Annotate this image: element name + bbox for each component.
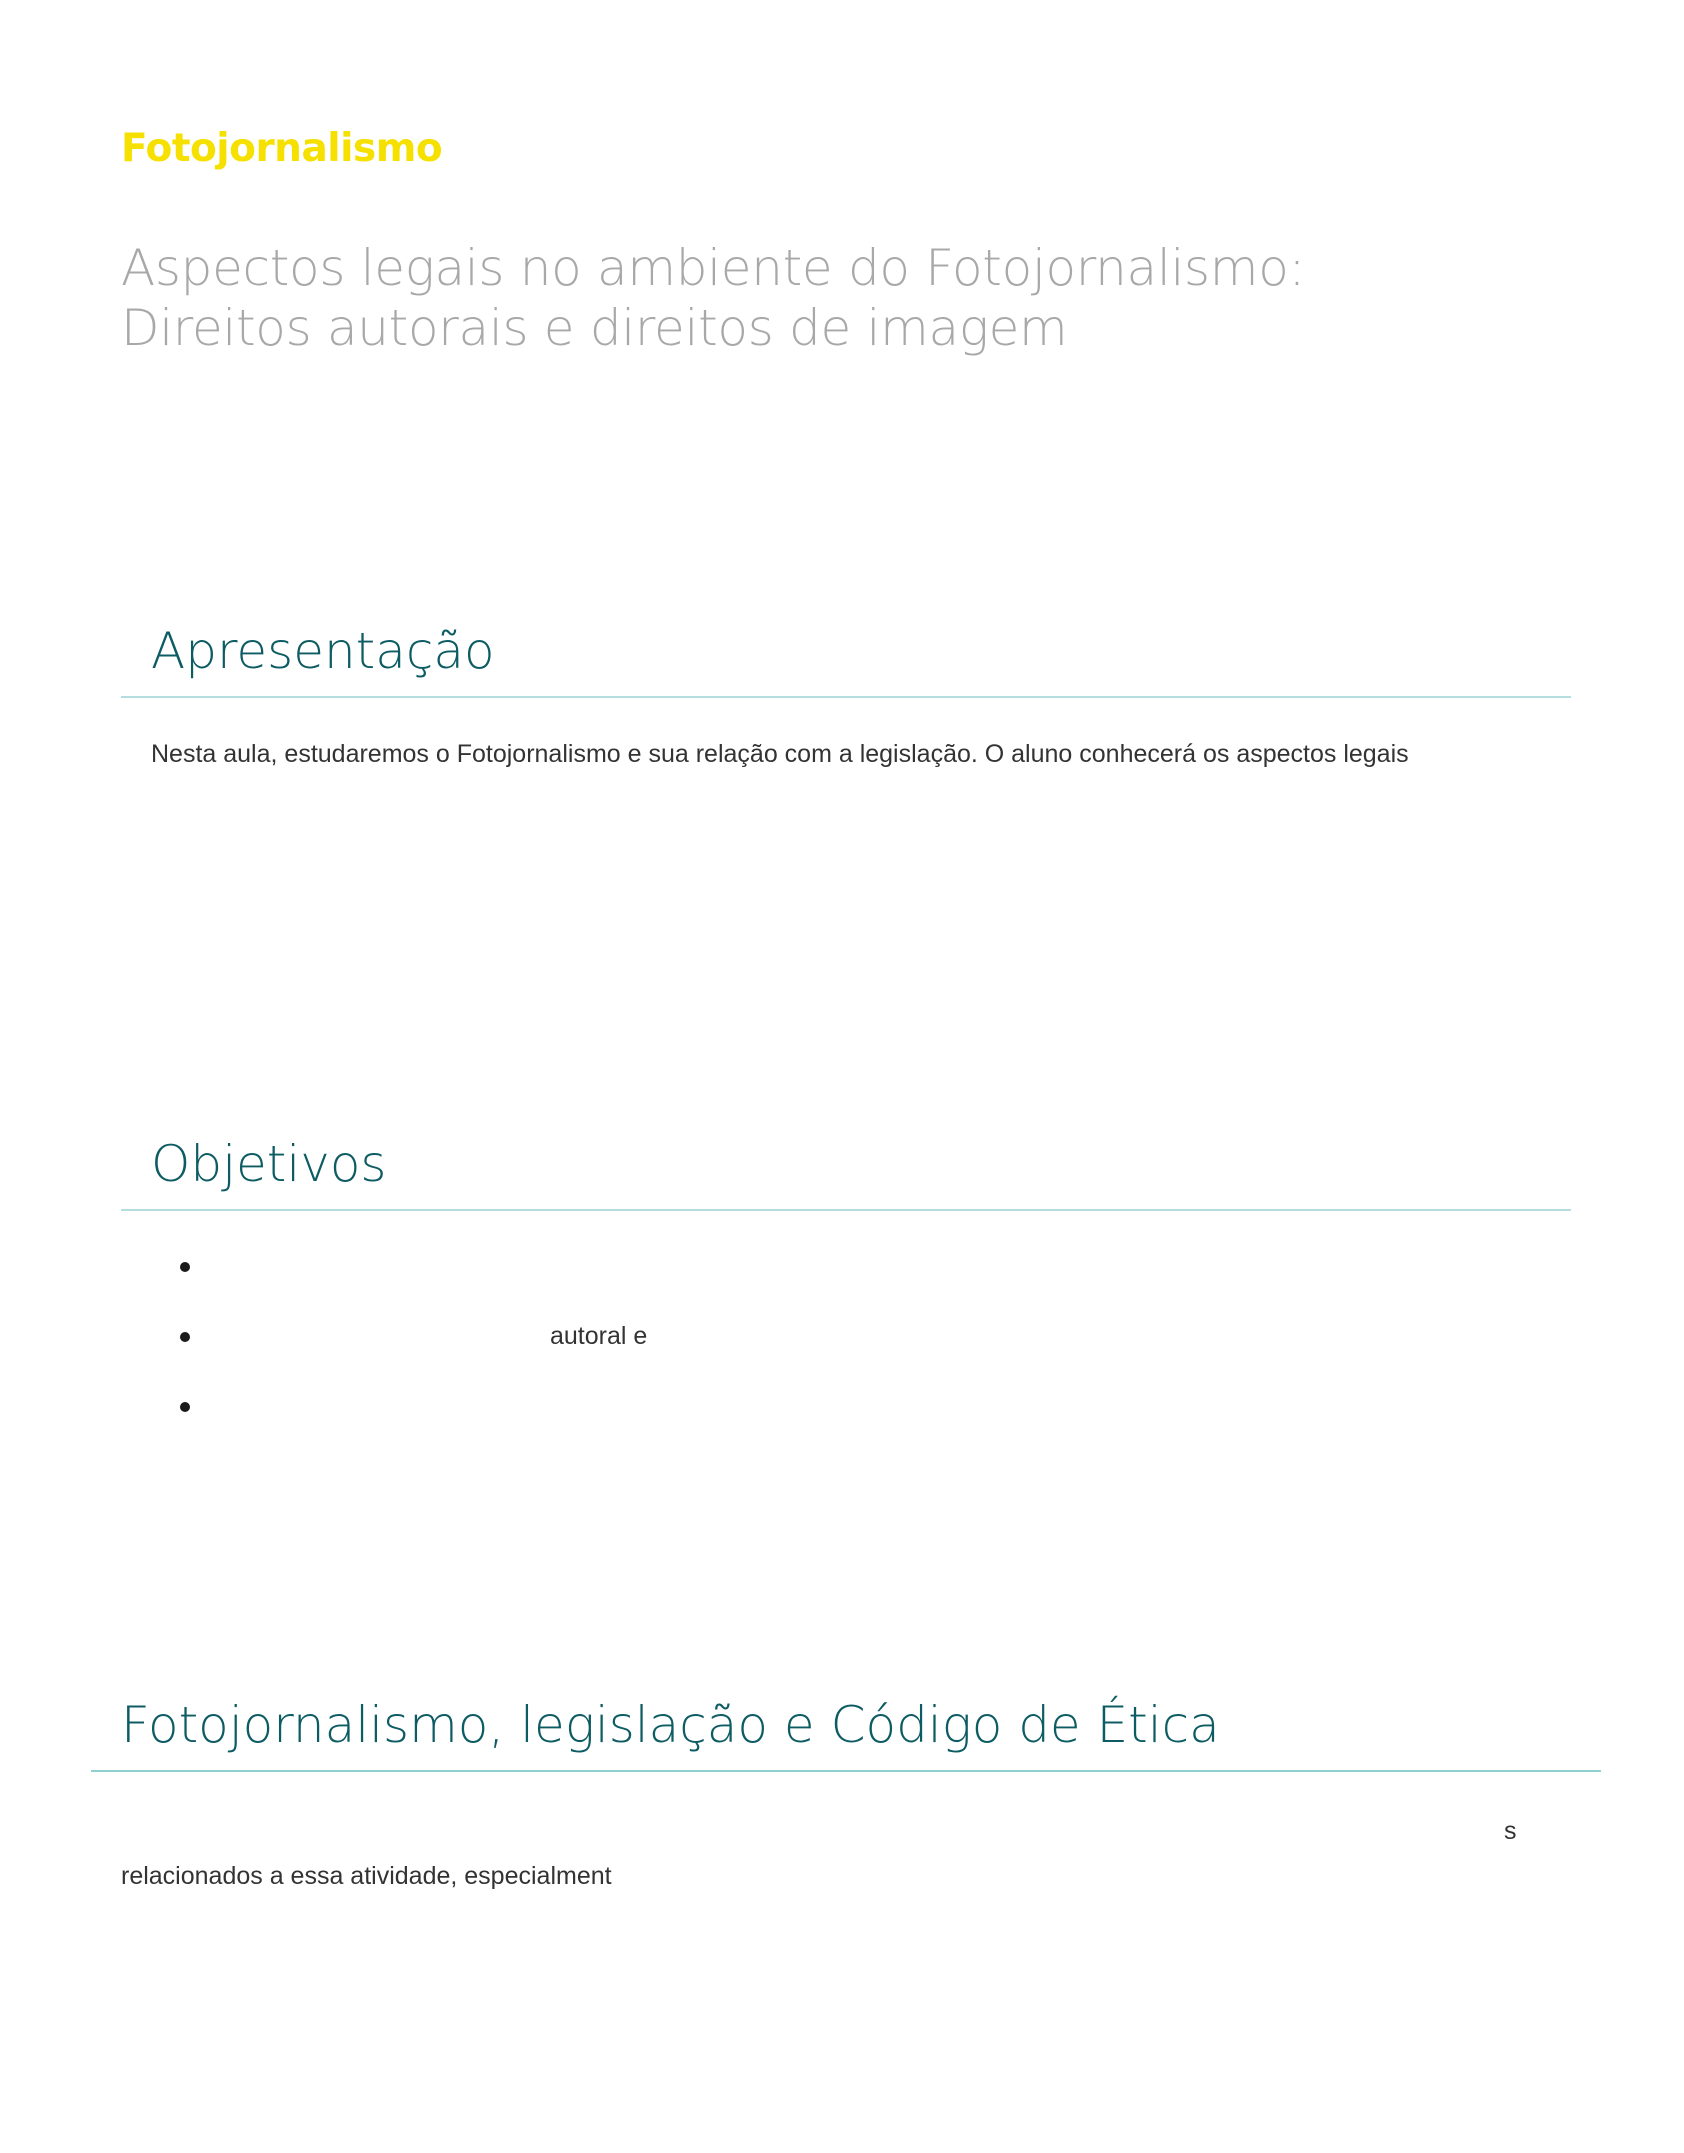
objetivo-bullet-1 xyxy=(180,1262,190,1272)
apresentacao-text: Nesta aula, estudaremos o Fotojornalismo e sua relação com a legislação. O aluno conhecerá os aspectos legais xyxy=(151,740,1409,768)
lesson-title: Aspectos legais no ambiente do Fotojornalismo: Direitos autorais e direitos de imagem xyxy=(121,239,1306,357)
course-label: Fotojornalismo xyxy=(121,126,443,171)
section-fotojornalismo-header xyxy=(91,1694,1601,1772)
section-apresentacao-header xyxy=(121,620,1571,698)
fotojornalismo-heading: Fotojornalismo, legislação e Código de Ética xyxy=(121,1696,1220,1754)
secao-text-line: relacionados a essa atividade, especialment xyxy=(121,1862,612,1890)
section-objetivos-header xyxy=(121,1133,1571,1211)
objetivo-item-2-text: autoral e xyxy=(550,1322,648,1350)
objetivos-heading: Objetivos xyxy=(151,1135,387,1193)
apresentacao-heading: Apresentação xyxy=(151,622,495,680)
objetivo-bullet-3 xyxy=(180,1402,190,1412)
objetivo-bullet-2 xyxy=(180,1332,190,1342)
secao-fragment-right: s xyxy=(1504,1817,1517,1845)
